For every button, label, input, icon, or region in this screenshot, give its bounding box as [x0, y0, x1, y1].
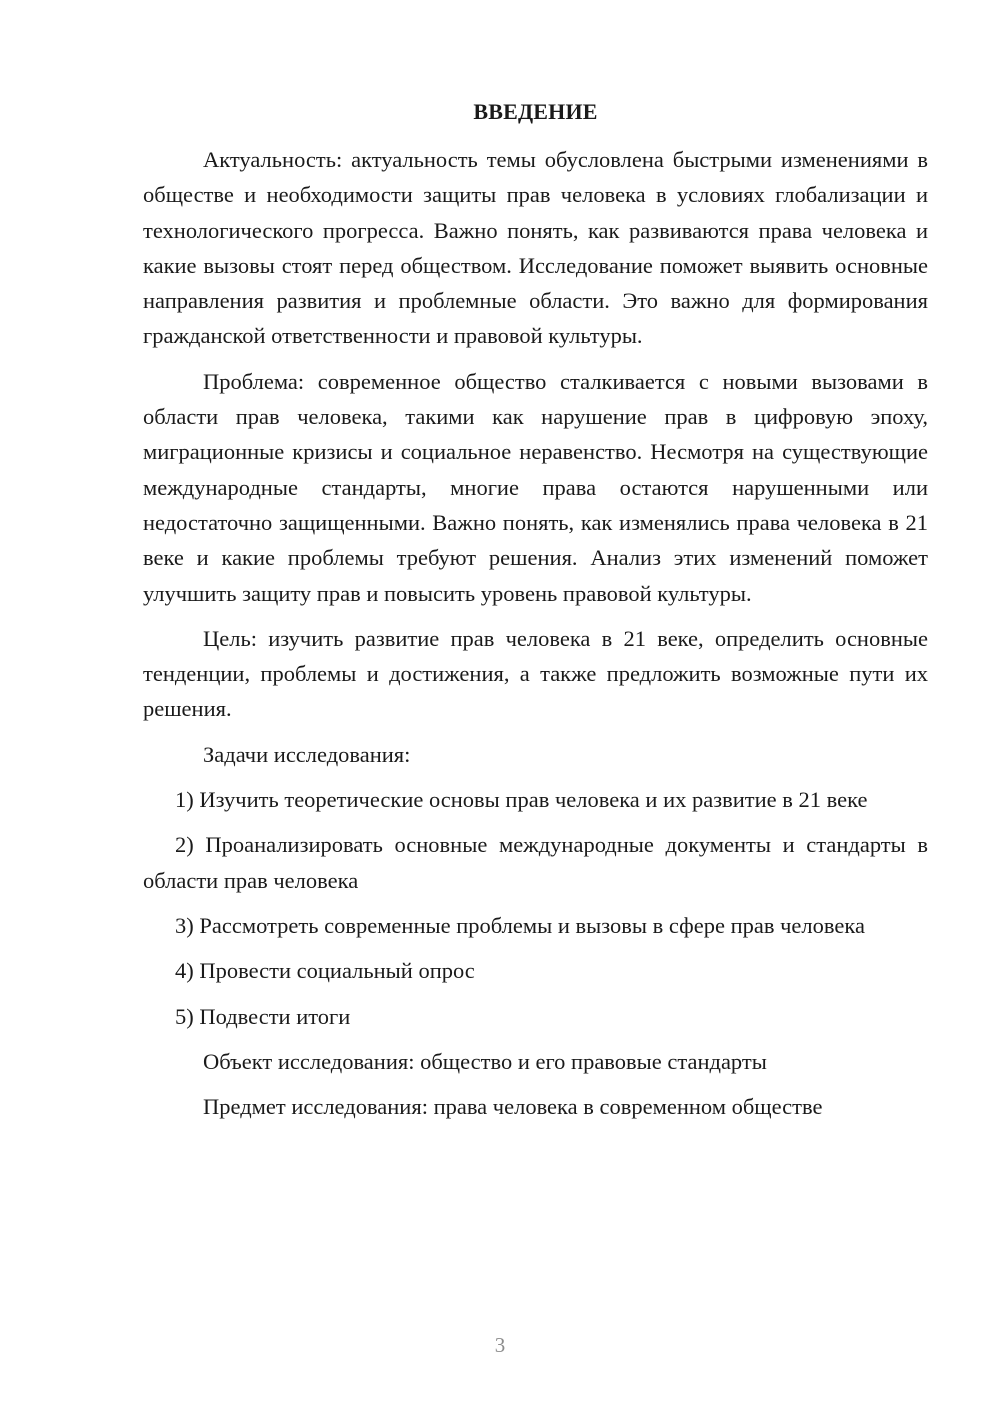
page-title: ВВЕДЕНИЕ	[473, 99, 598, 124]
relevance-paragraph: Актуальность: актуальность темы обусловлена быстрыми изменениями в обществе и необходимости защиты прав человека в условиях глобализации и технологического прогресса. Важно понять, как развиваются права человека и какие вызовы стоят перед обществом. Исследование поможет выявить основные направления развития и проблемные области. Это важно для формирования гражданской ответственности и правовой культуры.	[143, 147, 928, 349]
research-subject: Предмет исследования: права человека в современном обществе	[203, 1094, 823, 1120]
task-item: 5) Подвести итоги	[175, 1003, 351, 1029]
goal-paragraph: Цель: изучить развитие прав человека в 21 веке, определить основные тенденции, проблемы и достижения, а также предложить возможные пути их решения.	[143, 625, 928, 722]
problem-paragraph: Проблема: современное общество сталкивается с новыми вызовами в области прав человека, такими как нарушение прав в цифровую эпоху, миграционные кризисы и социальное неравенство. Несмотря на существующие международные стандарты, многие права остаются нарушенными или недостаточно защищенными. Важно понять, как изменялись права человека в 21 веке и какие проблемы требуют решения. Анализ этих изменений поможет улучшить защиту прав и повысить уровень правовой культуры.	[143, 368, 928, 606]
page-number: 3	[494, 1333, 506, 1357]
page-content	[143, 94, 928, 1134]
research-object: Объект исследования: общество и его правовые стандарты	[203, 1048, 767, 1074]
task-item: 1) Изучить теоретические основы прав человека и их развитие в 21 веке	[175, 787, 868, 813]
tasks-heading: Задачи исследования:	[203, 741, 411, 767]
task-item: 4) Провести социальный опрос	[175, 958, 475, 984]
task-item: 3) Рассмотреть современные проблемы и вызовы в сфере прав человека	[175, 912, 865, 938]
task-item: 2) Проанализировать основные международные документы и стандарты в области прав человека	[143, 832, 928, 893]
